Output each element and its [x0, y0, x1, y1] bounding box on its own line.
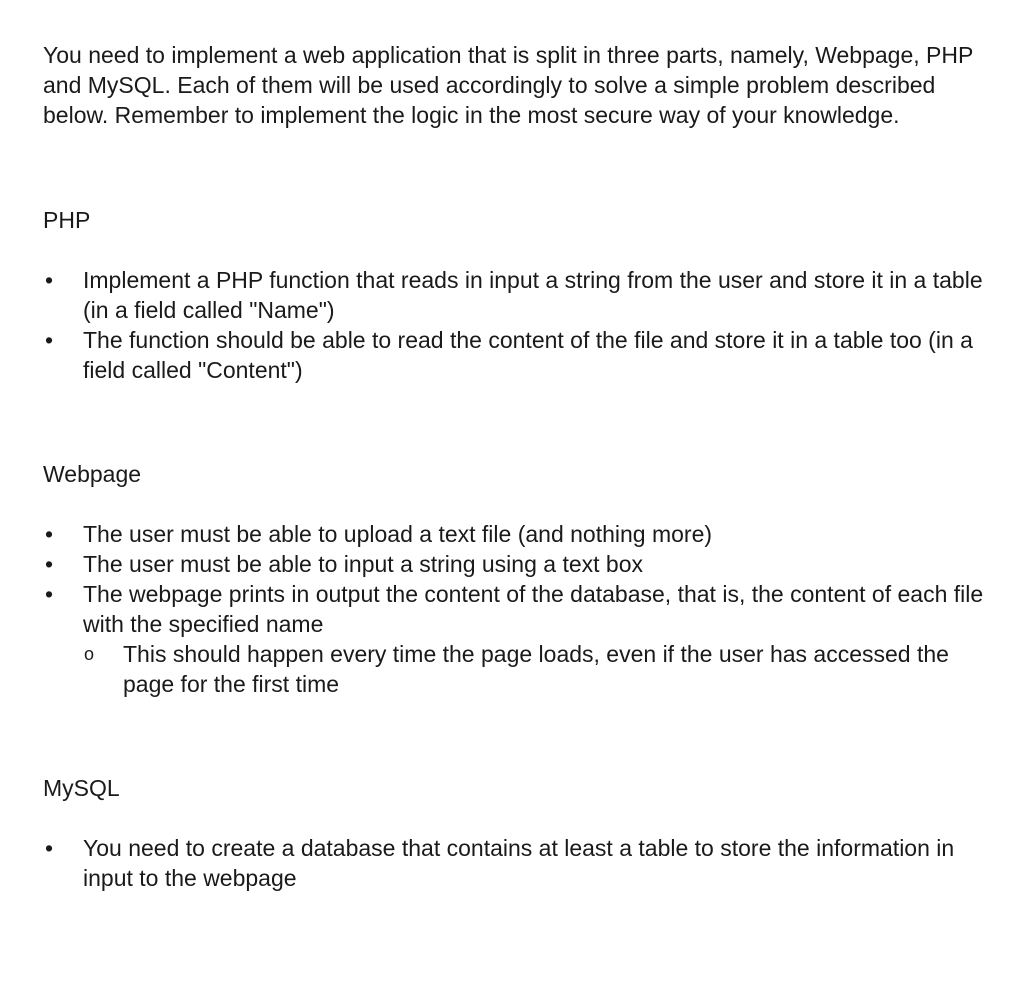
intro-paragraph: You need to implement a web application that is split in three parts, namely, Webpage, PHP and MySQL. Each of them will be used accordingly to solve a simple problem described below. Remember to implement the logic in the most secure way of your knowledge. — [43, 42, 973, 128]
webpage-requirements-list — [43, 519, 1003, 699]
list-item — [43, 833, 1003, 893]
list-item-text: The function should be able to read the content of the file and store it in a table too (in a field called "Content") — [83, 327, 973, 383]
mysql-requirements-list — [43, 833, 1003, 893]
sub-list-item-text: This should happen every time the page loads, even if the user has accessed the page for the first time — [123, 641, 949, 697]
document-body — [43, 40, 1003, 893]
list-item — [43, 579, 1003, 699]
bullet-icon: • — [44, 835, 54, 861]
section-heading-php: PHP — [43, 207, 91, 233]
bullet-icon: • — [44, 267, 54, 293]
bullet-icon: • — [44, 521, 54, 547]
list-item — [43, 325, 1003, 385]
list-item — [43, 519, 1003, 549]
webpage-sublist — [83, 639, 1003, 699]
list-item — [43, 549, 1003, 579]
section-heading-webpage: Webpage — [43, 461, 142, 487]
section-heading-mysql: MySQL — [43, 775, 120, 801]
hollow-bullet-icon: o — [83, 644, 94, 664]
bullet-icon: • — [44, 581, 54, 607]
list-item — [43, 265, 1003, 325]
php-requirements-list — [43, 265, 1003, 385]
list-item-text: Implement a PHP function that reads in input a string from the user and store it in a table (in a field called "Name") — [83, 267, 983, 323]
list-item-text: The webpage prints in output the content of the database, that is, the content of each file with the specified name — [83, 581, 984, 637]
bullet-icon: • — [44, 327, 54, 353]
list-item-text: The user must be able to input a string using a text box — [83, 551, 643, 577]
bullet-icon: • — [44, 551, 54, 577]
sub-list-item — [83, 639, 1003, 699]
list-item-text: The user must be able to upload a text file (and nothing more) — [83, 521, 713, 547]
list-item-text: You need to create a database that contains at least a table to store the information in input to the webpage — [83, 835, 955, 891]
